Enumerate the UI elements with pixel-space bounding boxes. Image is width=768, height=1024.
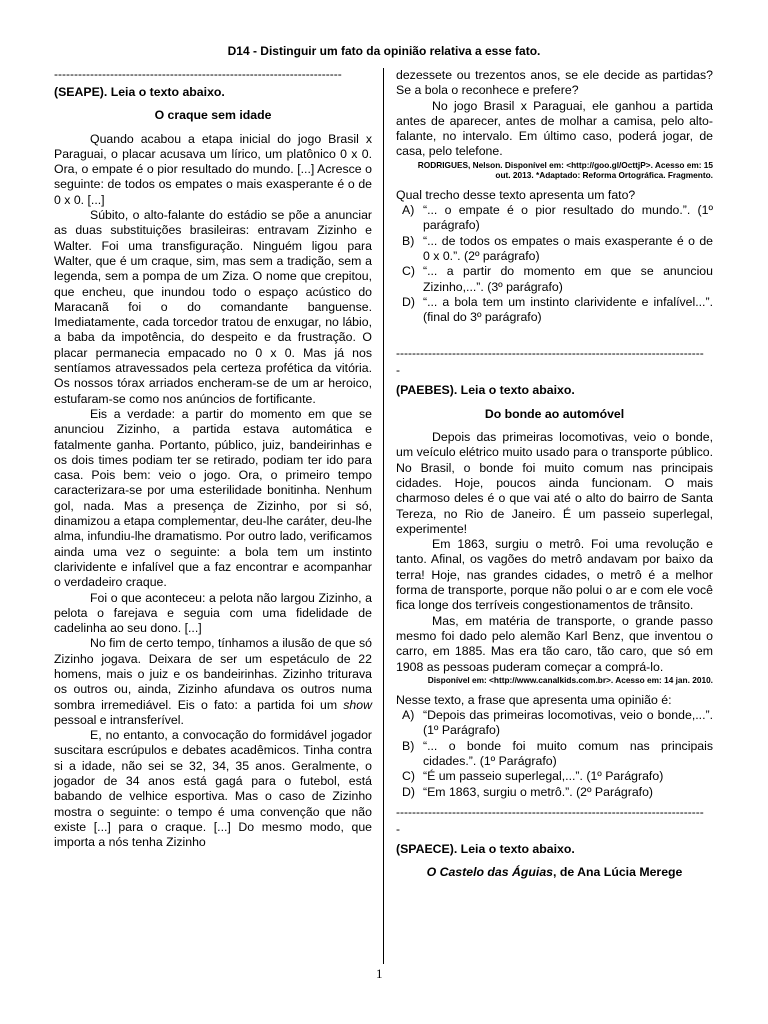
question-2-option-c	[396, 769, 713, 784]
option-text: “... a bola tem um instinto clarividente e infalível...”. (final do 3º parágrafo)	[423, 294, 713, 325]
text-title-bonde: Do bonde ao automóvel	[484, 406, 625, 421]
separator-line: -----------------------------------------------------------------------------	[396, 347, 704, 361]
bonde-paragraph-1: Depois das primeiras locomotivas, veio o bonde, um veículo elétrico muito usado para o transporte público. No Brasil, o bonde foi muito comum nas principais cidades. Hoje, poucos ainda funcionam. O mais charmoso deles é o que vai até o alto do bairro de Santa Tereza, no Rio de Janeiro. É um passeio superlegal, experimente!	[396, 430, 713, 536]
question-1-option-b	[396, 234, 713, 265]
paragraph-5-italic: show	[343, 697, 372, 712]
source-citation-2: Disponível em: <http://www.canalkids.com.br>. Acesso em: 14 jan. 2010.	[427, 674, 713, 685]
option-text: “Em 1863, surgiu o metrô.”. (2º Parágrafo)	[423, 784, 654, 799]
bonde-paragraph-3: Mas, em matéria de transporte, o grande passo mesmo foi dado pelo alemão Karl Benz, que inventou o carro, em 1885. Mas era tão caro, tão caro, que só em 1908 as pessoas puderam começar a comprá-lo.	[396, 613, 713, 674]
option-text: “... o empate é o pior resultado do mundo.”. (1º parágrafo)	[423, 203, 713, 233]
final-paragraph: No jogo Brasil x Paraguai, ele ganhou a partida antes de aparecer, antes de molhar a camisa, pelo alto-falante, no intervalo. Em último caso, poderá jogar, de casa, pelo telefone.	[396, 98, 713, 159]
text-title-castelo-italic: O Castelo das Águias	[426, 865, 554, 880]
right-column	[396, 68, 713, 880]
paragraph-2: Súbito, o alto-falante do estádio se põe a anunciar as duas substituições brasileiras: entravam Zizinho e Walter. Foi uma transfiguração. Ninguém ligou para Walter, que é um craque, sim, mas sem a tradição, sem a legenda, sem a pompa de um Ziza. O nome que crepitou, que encheu, que inundou todo o espaço acústico do Maracanã foi o do comandante banguense. Imediatamente, cada torcedor tratou de enxugar, no lábio, a baba da impotência, do despeito e da frustração. O placar permanecia empacado no 0 x 0. Mas já nos sentíamos atravessados pela certeza profética da vitória. Os nossos tórax arriados encheram-se de um ar heroico, estufaram-se como nos anúncios de fortificante.	[54, 208, 372, 406]
source-label-spaece: (SPAECE). Leia o texto abaixo.	[396, 841, 575, 856]
separator-line: -----------------------------------------------------------------------------	[396, 805, 704, 819]
paragraph-5	[54, 636, 372, 728]
paragraph-5-start: No fim de certo tempo, tínhamos a ilusão de que só Zizinho jogava. Deixara de ser um espetáculo de 22 homens, mais o juiz e os bandeirinhas. Zizinho triturava os outros ou, ainda, Zizinho afundava os outros numa sombra irremediável. Eis o fato: a partida foi um	[54, 636, 372, 712]
bonde-paragraph-2: Em 1863, surgiu o metrô. Foi uma revolução e tanto. Afinal, os vagões do metrô andavam por baixo da terra! Hoje, nas grandes cidades, o metrô é a melhor forma de transporte, porque não polui o ar e com ele você fica longe dos terríveis congestionamentos de trânsito.	[396, 537, 713, 613]
source-label-paebes: (PAEBES). Leia o texto abaixo.	[396, 383, 575, 398]
question-1-option-c	[396, 264, 713, 295]
source-citation-1-line2: out. 2013. *Adaptado: Reforma Ortográfica. Fragmento.	[495, 169, 713, 180]
paragraph-4: Foi o que aconteceu: a pelota não largou Zizinho, a pelota o farejava e seguia com uma fidelidade de cadelinha ao seu dono. [...]	[54, 590, 372, 636]
option-text: “... o bonde foi muito comum nas principais cidades.”. (1º Parágrafo)	[423, 738, 713, 768]
paragraph-1: Quando acabou a etapa inicial do jogo Brasil x Paraguai, o placar acusava um lírico, um platônico 0 x 0. Ora, o empate é o pior resultado do mundo. [...] Acresce o seguinte: de todos os empates o mais exasperante é o de 0 x 0. [...]	[54, 131, 372, 207]
column-divider	[383, 68, 384, 964]
separator-line-tail: -	[396, 822, 400, 836]
continuation-text: dezessete ou trezentos anos, se ele decide as partidas? Se a bola o reconhece e prefere?	[396, 68, 713, 98]
text-title-craque: O craque sem idade	[154, 108, 272, 123]
question-2-option-b	[396, 739, 713, 770]
option-text: “Depois das primeiras locomotivas, veio o bonde,...”. (1º Parágrafo)	[423, 708, 713, 738]
text-title-castelo	[396, 865, 713, 880]
text-title-castelo-author: , de Ana Lúcia Merege	[553, 865, 683, 880]
option-text: “... de todos os empates o mais exasperante é o de 0 x 0.”. (2º parágrafo)	[423, 233, 713, 263]
question-2: Nesse texto, a frase que apresenta uma opinião é:	[396, 692, 672, 707]
left-column	[54, 68, 372, 851]
paragraph-3: Eis a verdade: a partir do momento em que se anunciou Zizinho, a partida estava automática e fatalmente ganha. Portanto, público, juiz, bandeirinhas e os dois times podiam ter se retirado, podiam ter ido para casa. Pois bem: veio o jogo. Ora, o primeiro tempo caracterizara-se por uma esterilidade bonitinha. Nenhum gol, nada. Mas a presença de Zizinho, por si só, dinamizou a etapa complementar, deu-lhe caráter, deu-lhe alma, infundiu-lhe dramatismo. Por outro lado, verificamos ainda uma vez o seguinte: a bola tem um instinto clarividente e infalível que a faz encontrar e acompanhar o verdadeiro craque.	[54, 406, 372, 590]
option-letter: B)	[402, 233, 415, 248]
option-letter: C)	[402, 264, 415, 279]
option-text: “... a partir do momento em que se anunciou Zizinho,...”. (3º parágrafo)	[423, 264, 713, 294]
separator-line-tail: -	[396, 364, 400, 378]
source-label-seape: (SEAPE). Leia o texto abaixo.	[54, 85, 225, 99]
question-2-option-d	[396, 785, 713, 800]
paragraph-5-end: pessoal e intransferível.	[54, 712, 184, 727]
option-text: “É um passeio superlegal,...”. (1º Parágrafo)	[423, 769, 664, 784]
page-number: 1	[376, 966, 383, 981]
question-1-option-a	[396, 203, 713, 234]
source-citation-1	[396, 160, 713, 180]
option-letter: A)	[402, 708, 415, 723]
option-letter: D)	[402, 784, 415, 799]
page-title: D14 - Distinguir um fato da opinião relativa a esse fato.	[227, 44, 541, 58]
option-letter: D)	[402, 294, 415, 309]
question-1: Qual trecho desse texto apresenta um fato?	[396, 187, 636, 202]
source-citation-1-line1: RODRIGUES, Nelson. Disponível em: <http://goo.gl/OcttjP>. Acesso em: 15	[417, 159, 713, 170]
question-1-option-d	[396, 295, 713, 326]
option-letter: C)	[402, 769, 415, 784]
paragraph-6: E, no entanto, a convocação do formidável jogador suscitara escrúpulos e debates acadêmicos. Tinha contra si a idade, não sei se 32, 34, 35 anos. Geralmente, o jogador de 34 anos está gagá para o futebol, está babando de velhice esportiva. Mas o caso de Zizinho mostra o seguinte: o tempo é uma convenção que não existe [...] para o craque. [...] Do mesmo modo, que importa a nós tenha Zizinho	[54, 728, 372, 850]
separator-line: ------------------------------------------------------------------------	[54, 68, 342, 81]
option-letter: A)	[402, 203, 415, 218]
option-letter: B)	[402, 738, 415, 753]
question-2-option-a	[396, 708, 713, 739]
